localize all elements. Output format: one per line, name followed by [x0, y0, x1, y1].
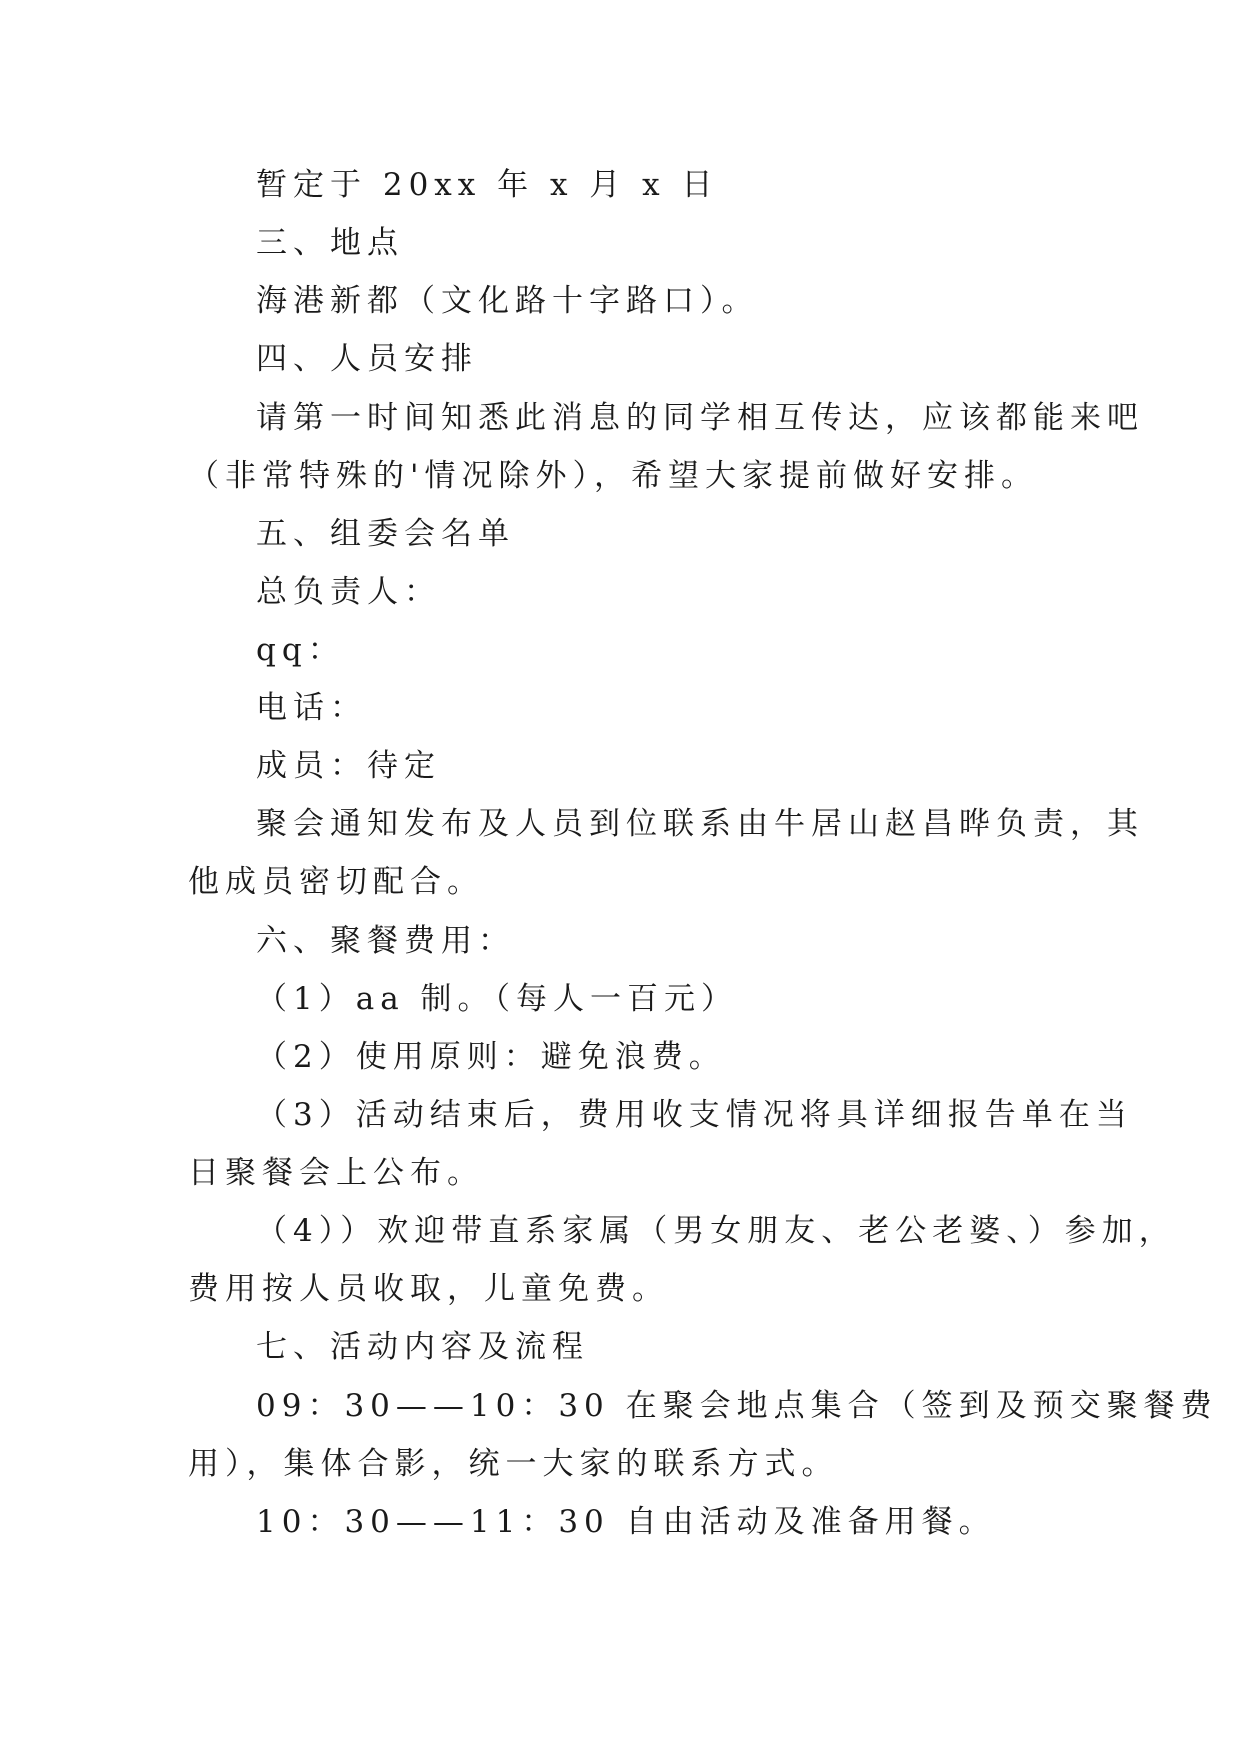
text-line: 09：30——10：30 在聚会地点集合（签到及预交聚餐费: [256, 1388, 1218, 1424]
list-item: （3）活动结束后，费用收支情况将具详细报告单在当: [256, 1097, 1133, 1133]
list-item: （2）使用原则：避免浪费。: [256, 1039, 726, 1075]
text-line: 用），集体合影，统一大家的联系方式。: [188, 1446, 839, 1482]
section-heading: 四、人员安排: [256, 341, 478, 377]
text-line: 暂定于 20xx 年 x 月 x 日: [256, 167, 719, 203]
text-line: 请第一时间知悉此消息的同学相互传达，应该都能来吧: [256, 400, 1144, 436]
text-line: 海港新都（文化路十字路口）。: [256, 283, 759, 319]
text-line: （非常特殊的'情况除外），希望大家提前做好安排。: [188, 458, 1039, 494]
list-item: （1）aa 制。（每人一百元）: [256, 981, 739, 1017]
text-line: 总负责人：: [256, 574, 441, 610]
text-line: 聚会通知发布及人员到位联系由牛居山赵昌晔负责，其: [256, 806, 1144, 842]
section-heading: 七、活动内容及流程: [256, 1329, 589, 1365]
text-line: 成员：待定: [256, 748, 441, 784]
section-heading: 三、地点: [256, 225, 404, 261]
text-line: 电话：: [256, 690, 367, 726]
section-heading: 六、聚餐费用：: [256, 923, 515, 959]
list-item: （4））欢迎带直系家属（男女朋友、老公老婆、）参加，: [256, 1213, 1176, 1249]
text-line: 他成员密切配合。: [188, 864, 484, 900]
text-line: 10：30——11：30 自由活动及准备用餐。: [256, 1504, 996, 1540]
text-line: 日聚餐会上公布。: [188, 1155, 484, 1191]
section-heading: 五、组委会名单: [256, 516, 515, 552]
text-line: 费用按人员收取，儿童免费。: [188, 1271, 669, 1307]
text-line: qq：: [256, 632, 345, 668]
